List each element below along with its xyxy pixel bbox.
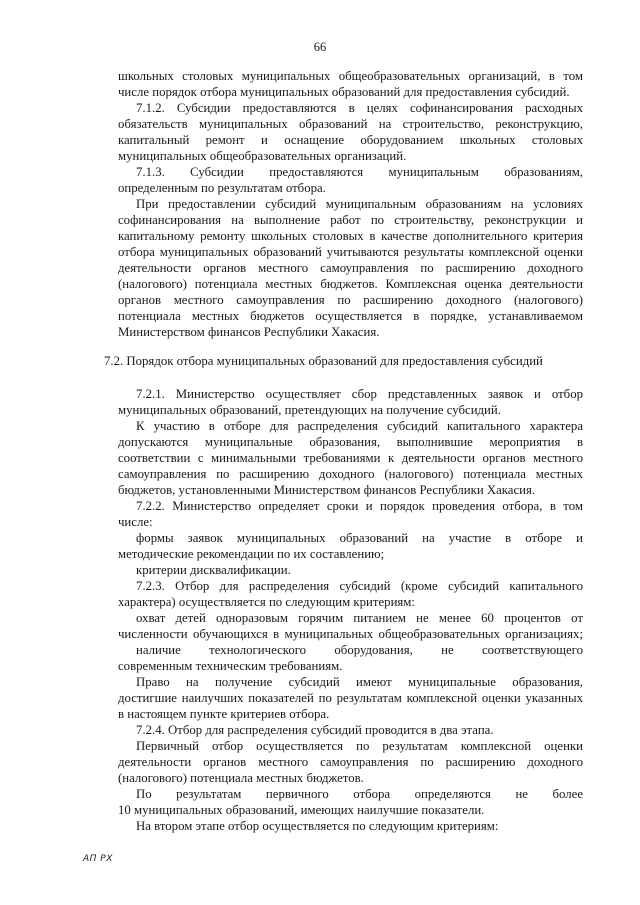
- text-line: (налогового) потенциала местных бюджетов. Комплексная оценка деятельности: [118, 277, 583, 291]
- text-line: органов местного самоуправления по расширению доходного (налогового): [118, 293, 583, 307]
- text-line: допускаются муниципальные образования, выполнившие мероприятия в: [118, 435, 583, 449]
- text-line: в настоящем пункте критериев отбора.: [118, 707, 330, 721]
- text-line: 7.2.3. Отбор для распределения субсидий (кроме субсидий капитального: [136, 579, 583, 593]
- text-line: капитальному ремонту школьных столовых в качестве дополнительного критерия: [118, 229, 583, 243]
- text-line: числе:: [118, 515, 153, 529]
- text-line: На втором этапе отбор осуществляется по следующим критериям:: [136, 819, 499, 833]
- text-line: К участию в отборе для распределения субсидий капитального характера: [136, 419, 583, 433]
- text-line: деятельности органов местного самоуправления по расширению доходного: [118, 755, 583, 769]
- text-line: Первичный отбор осуществляется по результатам комплексной оценки: [136, 739, 583, 753]
- text-line: (налогового) потенциала местных бюджетов.: [118, 771, 364, 785]
- text-line: 7.1.2. Субсидии предоставляются в целях софинансирования расходных: [136, 101, 583, 115]
- text-line: отбора муниципальных образований учитываются результаты комплексной оценки: [118, 245, 583, 259]
- footer-stamp: АП РХ: [83, 854, 113, 864]
- text-line: потенциала местных бюджетов осуществляется в порядке, устанавливаемом: [118, 309, 583, 323]
- text-line: капитальный ремонт и оснащение оборудованием школьных столовых: [118, 133, 583, 147]
- text-line: наличие технологического оборудования, не соответствующего: [136, 643, 583, 657]
- text-line: числе порядок отбора муниципальных образований для предоставления субсидий.: [118, 85, 570, 99]
- page-number: 66: [313, 40, 327, 54]
- text-line: 10 муниципальных образований, имеющих наилучшие показатели.: [118, 803, 485, 817]
- text-line: 7.2.4. Отбор для распределения субсидий проводится в два этапа.: [136, 723, 494, 737]
- text-line: 7.1.3. Субсидии предоставляются муниципальным образованиям,: [136, 165, 583, 179]
- text-line: деятельности органов местного самоуправления по расширению доходного: [118, 261, 583, 275]
- text-line: формы заявок муниципальных образований на участие в отборе и: [136, 531, 583, 545]
- text-line: определенным по результатам отбора.: [118, 181, 326, 195]
- text-line: 7.2.2. Министерство определяет сроки и порядок проведения отбора, в том: [136, 499, 583, 513]
- text-line: характера) осуществляется по следующим критериям:: [118, 595, 415, 609]
- text-line: охват детей одноразовым горячим питанием не менее 60 процентов от: [136, 611, 583, 625]
- text-line: По результатам первичного отбора определяются не более: [136, 787, 583, 801]
- text-line: 7.2.1. Министерство осуществляет сбор представленных заявок и отбор: [136, 387, 583, 401]
- text-line: критерии дисквалификации.: [136, 563, 291, 577]
- text-line: самоуправления по расширению доходного (налогового) потенциала местных: [118, 467, 583, 481]
- text-line: школьных столовых муниципальных общеобразовательных организаций, в том: [118, 69, 583, 83]
- text-line: муниципальных общеобразовательных организаций.: [118, 149, 407, 163]
- text-line: современным техническим требованиям.: [118, 659, 343, 673]
- text-line: численности обучающихся в муниципальных общеобразовательных организациях;: [118, 627, 583, 641]
- text-line: софинансирования на выполнение работ по строительству, реконструкции и: [118, 213, 583, 227]
- text-line: Право на получение субсидий имеют муниципальные образования,: [136, 675, 583, 689]
- text-line: Министерством финансов Республики Хакасия.: [118, 325, 380, 339]
- text-line: бюджетов, установленными Министерством финансов Республики Хакасия.: [118, 483, 536, 497]
- text-line: При предоставлении субсидий муниципальным образованиям на условиях: [136, 197, 583, 211]
- text-line: муниципальных образований, претендующих на получение субсидий.: [118, 403, 501, 417]
- text-line: методические рекомендации по их составлению;: [118, 547, 385, 561]
- text-line: обязательств муниципальных образований на строительство, реконструкцию,: [118, 117, 583, 131]
- text-line: достигшие наилучших показателей по результатам комплексной оценки указанных: [118, 691, 583, 705]
- section-heading: 7.2. Порядок отбора муниципальных образований для предоставления субсидий: [104, 354, 543, 368]
- text-line: соответствии с минимальными требованиями к деятельности органов местного: [118, 451, 583, 465]
